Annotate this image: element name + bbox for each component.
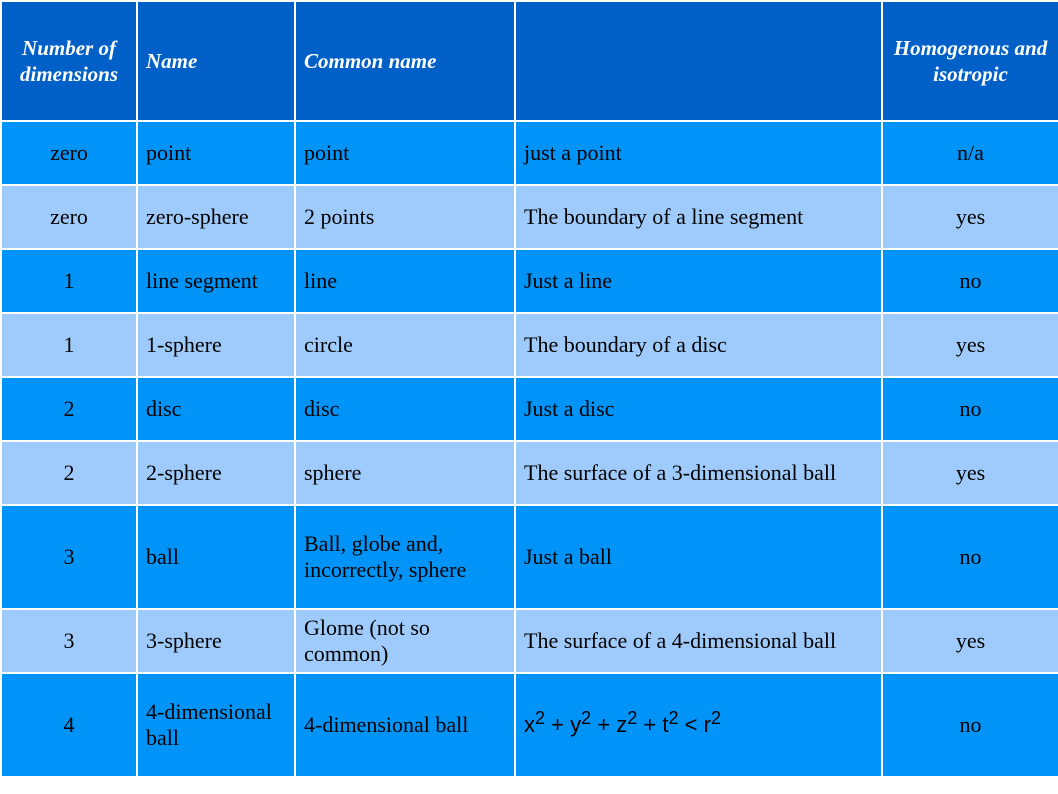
formula-plus-2: + — [597, 712, 611, 737]
cell-description: just a point — [515, 121, 882, 185]
cell-homogenous: n/a — [882, 121, 1058, 185]
formula-exp-y: 2 — [581, 708, 592, 728]
formula-exp-t: 2 — [668, 708, 679, 728]
table-row — [1, 505, 1058, 609]
cell-homogenous: yes — [882, 313, 1058, 377]
cell-homogenous: yes — [882, 609, 1058, 673]
cell-homogenous: yes — [882, 185, 1058, 249]
formula-var-x: x — [524, 712, 535, 737]
cell-common-name: point — [295, 121, 515, 185]
cell-common-name: Glome (not so common) — [295, 609, 515, 673]
cell-dimensions: 1 — [1, 313, 137, 377]
cell-dimensions: 3 — [1, 609, 137, 673]
cell-name: ball — [137, 505, 295, 609]
cell-formula — [515, 673, 882, 777]
header-name: Name — [137, 1, 295, 121]
cell-name: disc — [137, 377, 295, 441]
cell-name: point — [137, 121, 295, 185]
table-row — [1, 185, 1058, 249]
table-row — [1, 313, 1058, 377]
cell-dimensions: 2 — [1, 441, 137, 505]
header-row — [1, 1, 1058, 121]
cell-name: 2-sphere — [137, 441, 295, 505]
cell-name: zero-sphere — [137, 185, 295, 249]
cell-name: 3-sphere — [137, 609, 295, 673]
formula-var-r: r — [703, 712, 711, 737]
cell-dimensions: 3 — [1, 505, 137, 609]
cell-common-name: 4-dimensional ball — [295, 673, 515, 777]
table-row — [1, 441, 1058, 505]
cell-common-name: sphere — [295, 441, 515, 505]
table-row — [1, 249, 1058, 313]
header-common-name: Common name — [295, 1, 515, 121]
header-dimensions: Number of dimensions — [1, 1, 137, 121]
cell-dimensions: zero — [1, 121, 137, 185]
formula-var-y: y — [570, 712, 582, 737]
header-homogenous: Homogenous and isotropic — [882, 1, 1058, 121]
formula-plus-1: + — [551, 712, 564, 737]
cell-common-name: Ball, globe and, incorrectly, sphere — [295, 505, 515, 609]
cell-description: Just a disc — [515, 377, 882, 441]
cell-name: line segment — [137, 249, 295, 313]
cell-homogenous: no — [882, 505, 1058, 609]
cell-common-name: circle — [295, 313, 515, 377]
ball-inequality-formula — [524, 708, 721, 737]
table-row — [1, 377, 1058, 441]
cell-name: 4-dimensional ball — [137, 673, 295, 777]
formula-plus-3: + — [643, 712, 657, 737]
cell-description: Just a line — [515, 249, 882, 313]
header-description — [515, 1, 882, 121]
formula-less-than: < — [684, 712, 698, 737]
cell-dimensions: 4 — [1, 673, 137, 777]
cell-homogenous: no — [882, 249, 1058, 313]
cell-common-name: line — [295, 249, 515, 313]
cell-homogenous: no — [882, 673, 1058, 777]
cell-common-name: disc — [295, 377, 515, 441]
table-row — [1, 609, 1058, 673]
cell-description: Just a ball — [515, 505, 882, 609]
formula-var-t: t — [662, 712, 669, 737]
cell-name: 1-sphere — [137, 313, 295, 377]
formula-var-z: z — [616, 712, 628, 737]
table-row — [1, 121, 1058, 185]
cell-description: The boundary of a disc — [515, 313, 882, 377]
cell-description: The boundary of a line segment — [515, 185, 882, 249]
cell-description: The surface of a 4-dimensional ball — [515, 609, 882, 673]
cell-dimensions: 2 — [1, 377, 137, 441]
cell-homogenous: yes — [882, 441, 1058, 505]
table-row — [1, 673, 1058, 777]
formula-exp-x: 2 — [535, 708, 546, 728]
cell-common-name: 2 points — [295, 185, 515, 249]
cell-dimensions: zero — [1, 185, 137, 249]
formula-exp-z: 2 — [627, 708, 638, 728]
cell-description: The surface of a 3-dimensional ball — [515, 441, 882, 505]
formula-exp-r: 2 — [710, 708, 721, 728]
cell-dimensions: 1 — [1, 249, 137, 313]
cell-homogenous: no — [882, 377, 1058, 441]
